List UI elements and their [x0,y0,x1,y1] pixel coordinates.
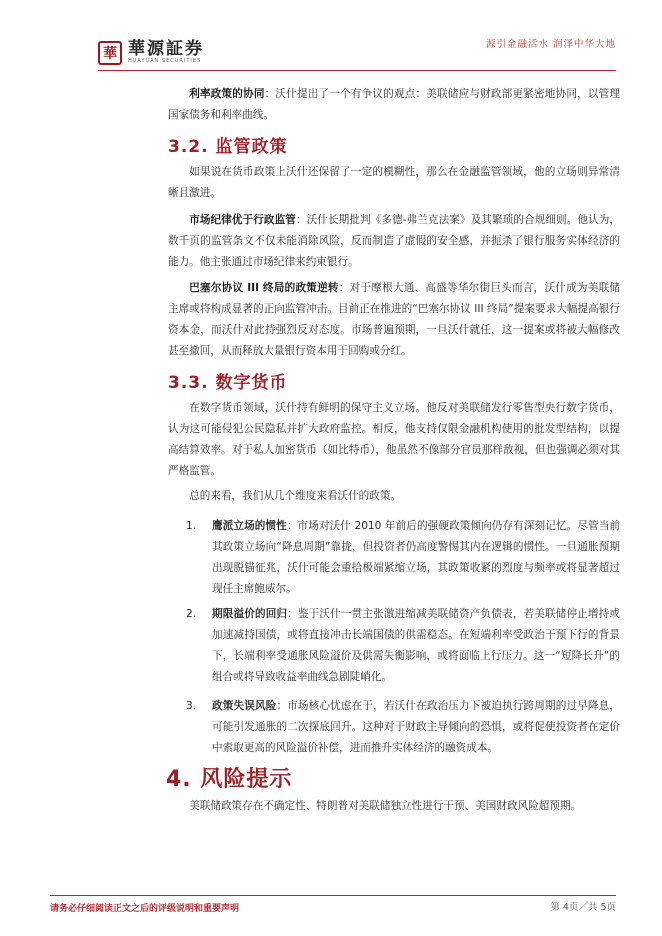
paragraph-text: ：对于摩根大通、高盛等华尔街巨头而言，沃什成为美联储主席或将构成显著的正向监管冲击。目前正在推进的“巴塞尔协议 III 终局”提案要求大幅提高银行资本金，而沃什对此持强烈反对态度。市场普遍预期，一旦沃什就任，这一提案或将被大幅修改甚至撤回，从而释放大量银行资本用于回购或分红。 [168,282,621,357]
list-text: ：市场对沃什 2010 年前后的强硬政策倾向仍存有深刻记忆。尽管当前其政策立场向“降息周期”靠拢，但投资者仍高度警惕其内在逻辑的惯性。一旦通胀预期出现脱锚征兆，沃什可能会重拾极端紧缩立场，其政策收紧的烈度与频率或将显著超过现任主席鲍威尔。 [212,520,620,595]
section-heading-3-2: 3.2. 监管政策 [168,137,288,157]
list-number: 3. [186,700,197,712]
paragraph-lead: 利率政策的协同 [189,88,265,100]
company-logo [98,40,204,65]
logo-text [128,40,204,65]
header-slogan: 源引金融活水 润泽中华大地 [485,39,616,50]
section-heading-3-3: 3.3. 数字货币 [168,373,288,393]
paragraph-digital-currency: 在数字货币领域，沃什持有鲜明的保守主义立场。他反对美联储发行零售型央行数字货币，认为这可能侵犯公民隐私并扩大政府监控。相反，他支持仅限金融机构使用的批发型结构，以提高结算效率。对于私人加密货币（如比特币），他虽然不像部分官员那样敌视，但也强调必须对其严格监管。 [168,402,620,477]
logo-name: 華源証券 [128,39,204,59]
page-number: 第 4页／共 5页 [550,902,616,913]
paragraph-regulation-intro: 如果说在货币政策上沃什还保留了一定的模糊性，那么在金融监管领域，他的立场则异常清晰且激进。 [168,166,620,199]
list-lead: 政策失误风险 [212,700,277,712]
list-item-term-premium [186,604,620,688]
list-lead: 期限溢价的回归 [212,608,288,620]
list-number: 1. [186,520,197,532]
paragraph-basel-iii [168,278,620,362]
paragraph-market-discipline [168,210,620,273]
page-header [0,0,662,72]
paragraph-text: ：沃什提出了一个有争议的观点：美联储应与财政部更紧密地协同，以管理国家债务和利率曲线。 [168,88,621,121]
footer-divider [50,895,616,896]
paragraph-lead: 巴塞尔协议 III 终局的政策逆转 [189,282,339,294]
paragraph-risk-warning: 美联储政策存在不确定性、特朗普对美联储独立性进行干预、美国财政风险超预期。 [189,800,582,812]
paragraph-rate-policy [168,84,620,126]
paragraph-summary: 总的来看，我们从几个维度来看沃什的政策。 [189,490,402,502]
paragraph-text: ：沃什长期批判《多德-弗兰克法案》及其繁琐的合规细则。他认为，数千页的监管条文不仅未能消除风险，反而制造了虚假的安全感，并扼杀了银行服务实体经济的能力。他主张通过市场纪律来约束银行。 [168,214,620,268]
paragraph-lead: 市场纪律优于行政监管 [189,214,296,226]
list-text: ：鉴于沃什一贯主张激进缩减美联储资产负债表，若美联储停止增持或加速减持国债，或将直接冲击长端国债的供需稳态。在短端利率受政治干预下行的背景下，长端利率受通胀风险溢价及供需失衡影响，或将面临上行压力。这一“短降长升”的组合或将导致收益率曲线急剧陡峭化。 [212,608,620,683]
list-item-hawkish [186,516,620,600]
header-divider [98,70,616,71]
list-item-policy-error [186,696,620,759]
list-number: 2. [186,608,197,620]
section-heading-4: 4. 风险提示 [166,767,293,792]
list-lead: 鹰派立场的惯性 [212,520,287,532]
logo-english-name: HUAYUAN SECURITIES [128,58,202,64]
list-text: ：市场核心忧虑在于，若沃什在政治压力下被迫执行跨周期的过早降息，可能引发通胀的二次探底回升。这种对于财政主导倾向的恐惧，或将促使投资者在定价中索取更高的风险溢价补偿，进而推升实体经济的融资成本。 [212,700,621,754]
footer-disclaimer: 请务必仔细阅读正文之后的评级说明和重要声明 [50,904,240,914]
logo-seal-icon: 華 [98,41,122,65]
